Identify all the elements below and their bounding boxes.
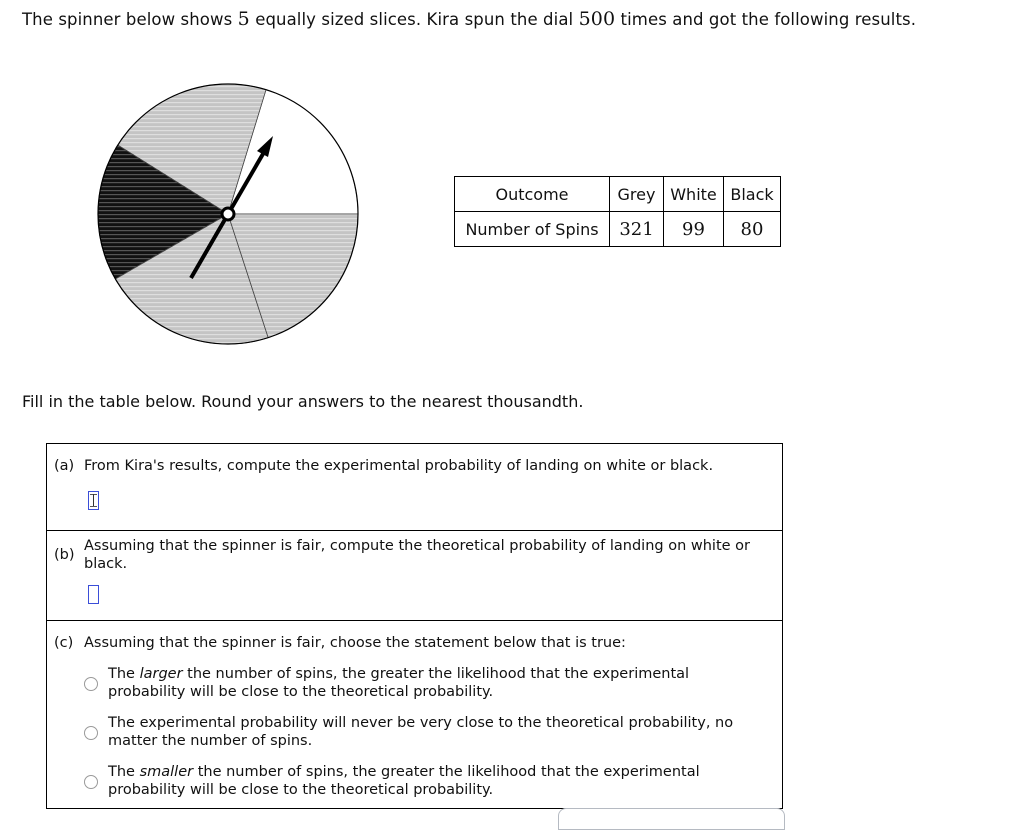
count-black: 80	[724, 212, 781, 247]
intro-text-3: times and got the following results.	[620, 10, 917, 29]
problem-statement	[22, 8, 916, 30]
intro-text-2: equally sized slices. Kira spun the dial	[255, 10, 574, 29]
table-header-row	[455, 177, 781, 212]
outcome-grey: Grey	[610, 177, 664, 212]
count-white: 99	[664, 212, 724, 247]
spins-label: Number of Spins	[455, 212, 610, 247]
option-3-radio[interactable]	[84, 775, 98, 789]
option-1-text[interactable]	[108, 665, 748, 701]
option-text-part: The	[108, 666, 140, 682]
question-letter: (b)	[54, 547, 75, 563]
question-a	[47, 444, 782, 531]
outcome-white: White	[664, 177, 724, 212]
option-1-radio[interactable]	[84, 677, 98, 691]
option-3-text[interactable]	[108, 763, 748, 799]
option-2-radio[interactable]	[84, 726, 98, 740]
instructions: Fill in the table below. Round your answers to the nearest thousandth.	[22, 392, 584, 411]
outcome-black: Black	[724, 177, 781, 212]
text-caret	[93, 494, 94, 506]
question-letter: (c)	[54, 635, 74, 651]
question-letter: (a)	[54, 458, 75, 474]
question-text: From Kira's results, compute the experimental probability of landing on white or black.	[84, 458, 714, 474]
answer-b-input[interactable]	[88, 585, 99, 604]
table-row	[455, 212, 781, 247]
option-text-part: the number of spins, the greater the likelihood that the experimental probability will be close to the theoretical probability.	[108, 666, 690, 700]
question-panel	[46, 443, 783, 809]
bottom-panel-tab[interactable]	[558, 808, 785, 830]
option-text-part: the number of spins, the greater the likelihood that the experimental probability will be close to the theoretical probability.	[108, 764, 700, 798]
intro-text-1: The spinner below shows	[22, 10, 233, 29]
spinner-diagram	[97, 82, 361, 346]
question-text: Assuming that the spinner is fair, compute the theoretical probability of landing on white or black.	[84, 538, 751, 572]
option-emphasis: smaller	[139, 764, 194, 780]
option-2-text[interactable]	[108, 714, 748, 750]
option-emphasis: larger	[139, 666, 183, 682]
answer-a-input[interactable]	[88, 491, 99, 510]
question-text: Assuming that the spinner is fair, choose the statement below that is true:	[84, 635, 626, 651]
results-table	[454, 176, 781, 247]
outcome-header: Outcome	[455, 177, 610, 212]
option-text-part: The experimental probability will never be very close to the theoretical probability, no matter the number of spins.	[108, 715, 734, 749]
spin-count: 500	[578, 8, 616, 30]
question-b	[47, 531, 782, 621]
spinner-hub	[222, 208, 234, 220]
question-c	[47, 621, 782, 808]
option-text-part: The	[108, 764, 140, 780]
count-grey: 321	[610, 212, 664, 247]
slice-count: 5	[237, 8, 250, 30]
